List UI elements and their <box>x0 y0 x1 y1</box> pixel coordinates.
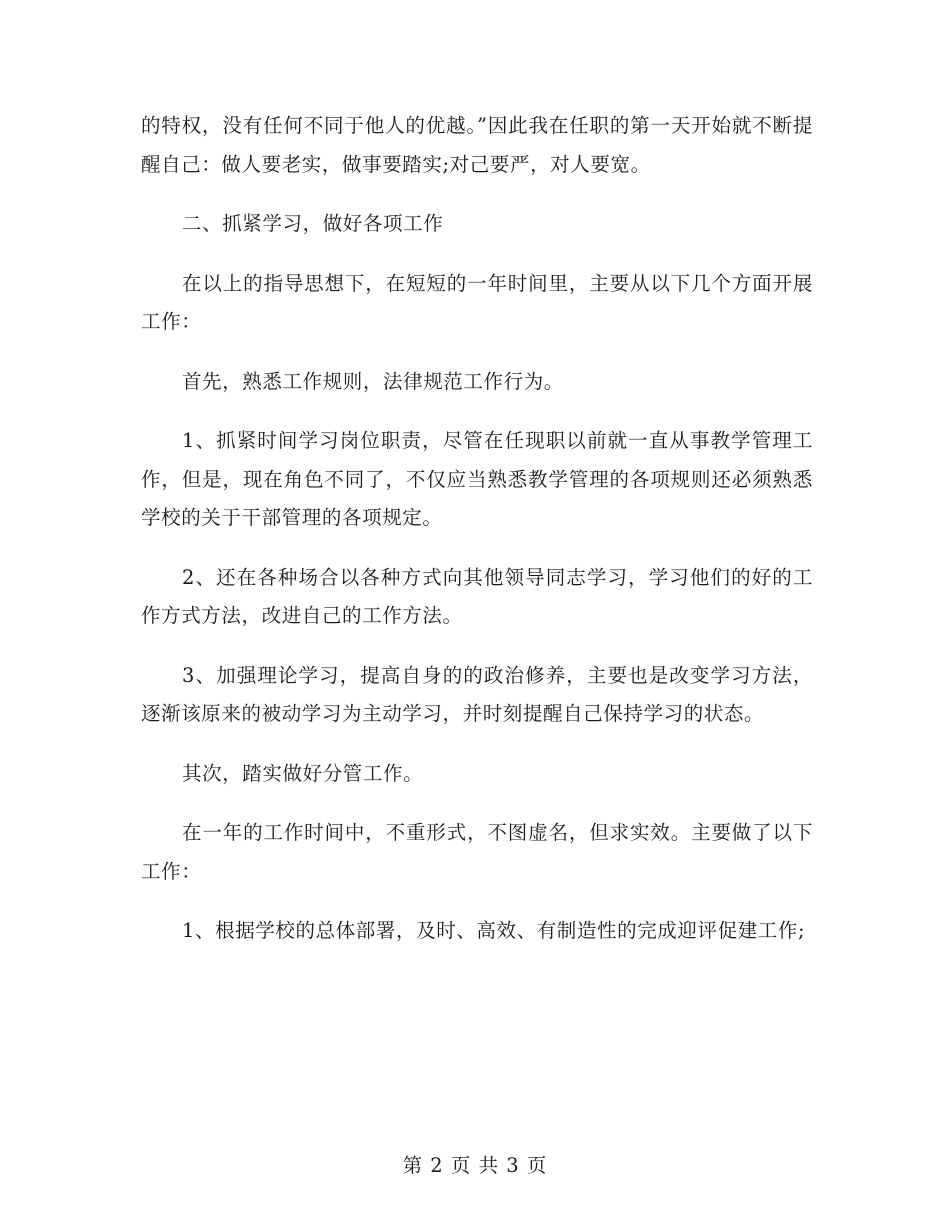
list-item-work-1: 1、根据学校的总体部署，及时、高效、有制造性的完成迎评促建工作; <box>182 919 806 942</box>
document-body <box>141 107 813 972</box>
paragraph-intro: 在以上的指导思想下，在短短的一年时间里，主要从以下几个方面开展工作： <box>141 271 813 333</box>
list-item-2: 2、还在各种场合以各种方式向其他领导同志学习，学习他们的好的工作方式方法，改进自己的工作方法。 <box>141 565 813 627</box>
paragraph-second-point: 其次，踏实做好分管工作。 <box>182 761 424 785</box>
paragraph-first-point: 首先，熟悉工作规则，法律规范工作行为。 <box>182 369 564 393</box>
page-number-footer: 第 2 页 共 3 页 <box>402 1154 548 1177</box>
list-item-3: 3、加强理论学习，提高自身的的政治修养，主要也是改变学习方法，逐渐该原来的被动学习为主动学习，并时刻提醒自己保持学习的状态。 <box>141 663 813 725</box>
section-heading: 二、抓紧学习，做好各项工作 <box>182 212 444 235</box>
list-item-1: 1、抓紧时间学习岗位职责，尽管在任现职以前就一直从事教学管理工作，但是，现在角色不同了，不仅应当熟悉教学管理的各项规则还必须熟悉学校的关于干部管理的各项规定。 <box>141 429 813 529</box>
paragraph-work-summary: 在一年的工作时间中，不重形式，不图虚名，但求实效。主要做了以下工作： <box>141 821 813 883</box>
paragraph-continuation: 的特权，没有任何不同于他人的优越。”因此我在任职的第一天开始就不断提醒自己：做人要老实，做事要踏实;对己要严，对人要宽。 <box>141 114 813 176</box>
